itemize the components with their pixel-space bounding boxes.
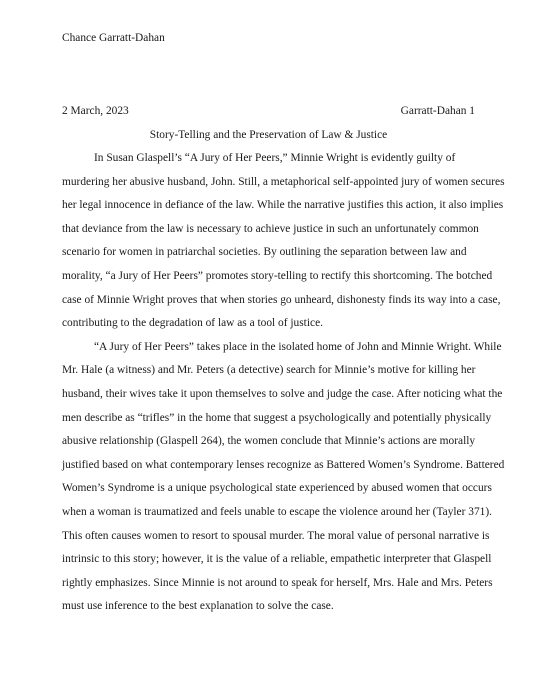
author-name-header: Chance Garratt-Dahan <box>62 32 165 44</box>
running-head-page-number: Garratt-Dahan 1 <box>400 105 475 117</box>
paragraph-line: In Susan Glaspell’s “A Jury of Her Peers,” Minnie Wright is evidently guilty of <box>94 152 456 164</box>
document-date: 2 March, 2023 <box>62 105 129 117</box>
paragraph-line: justified based on what contemporary lenses recognize as Battered Women’s Syndrome. Battered <box>62 458 505 471</box>
paragraph-line: when a woman is traumatized and feels unable to escape the violence around her (Tayler 371). <box>62 505 492 518</box>
paragraph-line: Women’s Syndrome is a unique psychological state experienced by abused women that occurs <box>62 482 492 495</box>
paragraph-line: rightly emphasizes. Since Minnie is not around to speak for herself, Mrs. Hale and Mrs. Peters <box>62 576 493 589</box>
paragraph-line: This often causes women to resort to spousal murder. The moral value of personal narrative is <box>62 529 490 542</box>
paragraph-line: case of Minnie Wright proves that when stories go unheard, dishonesty finds its way into a case, <box>62 293 501 306</box>
paragraph-line: intrinsic to this story; however, it is the value of a reliable, empathetic interpreter that Glaspell <box>62 553 492 566</box>
paragraph-line: murdering her abusive husband, John. Still, a metaphorical self-appointed jury of women secures <box>62 175 505 188</box>
essay-body <box>62 151 505 623</box>
paragraph-line: men describe as “trifles” in the home that suggest a psychologically and potentially physically <box>62 411 492 424</box>
paragraph-line: abusive relationship (Glaspell 264), the women conclude that Minnie’s actions are morally <box>62 435 476 448</box>
date-and-running-head <box>62 104 475 118</box>
paragraph-line: must use inference to the best explanation to solve the case. <box>62 600 334 613</box>
paragraph-line: contributing to the degradation of law as a tool of justice. <box>62 317 323 330</box>
paragraph-line: Mr. Hale (a witness) and Mr. Peters (a detective) search for Minnie’s motive for killing her <box>62 364 476 377</box>
essay-title: Story-Telling and the Preservation of Law & Justice <box>149 129 388 141</box>
paragraph-line: morality, “a Jury of Her Peers” promotes story-telling to rectify this shortcoming. The botched <box>62 269 493 282</box>
paragraph-line: her legal innocence in defiance of the law. While the narrative justifies this action, it also implies <box>62 199 504 212</box>
paragraph-line: scenario for women in patriarchal societies. By outlining the separation between law and <box>62 246 467 259</box>
paragraph-line: that deviance from the law is necessary to achieve justice in such an unfortunately common <box>62 222 479 235</box>
paragraph-line: “A Jury of Her Peers” takes place in the isolated home of John and Minnie Wright. While <box>94 340 502 353</box>
paragraph-line: husband, their wives take it upon themselves to solve and judge the case. After noticing what the <box>62 387 503 400</box>
